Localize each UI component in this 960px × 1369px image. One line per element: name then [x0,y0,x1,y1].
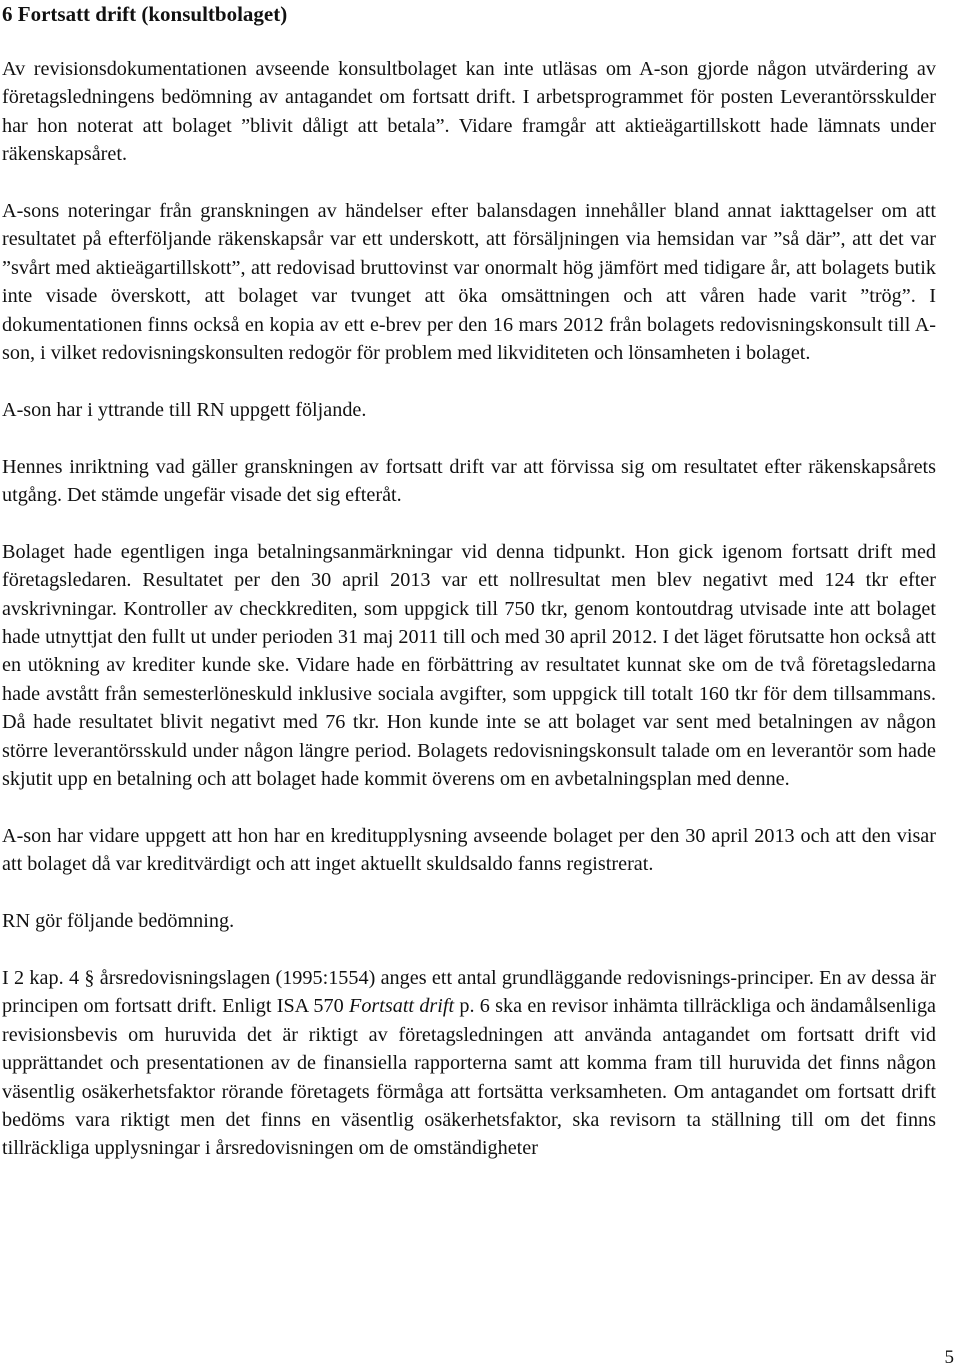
document-body [2,55,936,1163]
paragraph-text: I 2 kap. 4 § årsredovisningslagen (1995:1554) anges ett antal grundläggande redovisnings-principer. En av dessa är principen om fortsatt drift. Enligt ISA 570 [2,966,936,1018]
paragraph: A-son har i yttrande till RN uppgett följande. [2,398,367,421]
paragraph: A-son har vidare uppgett att hon har en kreditupplysning avseende bolaget per den 30 april 2013 och att den visar att bolaget då var kreditvärdigt och att inget aktuellt skuldsaldo fanns registrerat. [2,824,936,876]
paragraph: Hennes inriktning vad gäller granskningen av fortsatt drift var att förvissa sig om resultatet efter räkenskapsårets utgång. Det stämde ungefär visade det sig efteråt. [2,455,936,507]
paragraph: Av revisionsdokumentationen avseende konsultbolaget kan inte utläsas om A-son gjorde någon utvärdering av företagsledningens bedömning av antagandet om fortsatt drift. I arbetsprogrammet för posten Leverantörsskulder har hon noterat att bolaget ”blivit dåligt att betala”. Vidare framgår att aktieägartillskott hade lämnats under räkenskapsåret. [2,58,936,166]
paragraph: Bolaget hade egentligen inga betalningsanmärkningar vid denna tidpunkt. Hon gick igenom fortsatt drift med företagsledaren. Resultatet per den 30 april 2013 var ett nollresultat men blev negativt med 124 tkr efter avskrivningar. Kontroller av checkkrediten, som uppgick till 750 tkr, genom kontoutdrag utvisade inte att bolaget hade utnyttjat den fullt ut under perioden 31 maj 2011 till och med 30 april 2012. I det läget förutsatte hon också att en utökning av krediter kunde ske. Vidare hade en förbättring av resultatet kunnat ske om de två företagsledarna hade avstått från semesterlöneskuld inklusive sociala avgifter, som uppgick till totalt 160 tkr för dem tillsammans. Då hade resultatet blivit negativt med 76 tkr. Hon kunde inte se att bolaget var sent med betalningen av någon större leverantörsskuld under någon längre period. Bolagets redovisningskonsult talade om en leverantör som hade skjutit upp en betalning och att bolaget hade kommit överens om en avbetalningsplan med denne. [2,540,936,791]
section-heading: 6 Fortsatt drift (konsultbolaget) [2,2,288,26]
page-number: 5 [944,1347,954,1368]
standard-title: Fortsatt drift [348,995,455,1018]
paragraph: A-sons noteringar från granskningen av händelser efter balansdagen innehåller bland annat iakttagelser om att resultatet på efterföljande räkenskapsår var ett underskott, att försäljningen via hemsidan var ”så där”, att det var ”svårt med aktieägartillskott”, att redovisad bruttovinst var onormalt hög jämfört med tidigare år, att bolagets butik inte visade överskott, att bolaget var tvunget att öka omsättningen och att våren hade varit ”trög”. I dokumentationen finns också en kopia av ett e-brev per den 16 mars 2012 från bolagets redovisningskonsult till A-son, i vilket redovisningskonsulten redogör för problem med likviditeten och lönsamheten i bolaget. [2,200,936,365]
paragraph-text: p. 6 ska en revisor inhämta tillräckliga och ändamålsenliga revisionsbevis om huruvida det är riktigt av företagsledningen att använda antagandet om fortsatt drift vid upprättandet och presentationen av de finansiella rapporterna samt att komma fram till huruvida det finns någon väsentlig osäkerhetsfaktor rörande företagets förmåga att fortsätta verksamheten. Om antagandet om fortsatt drift bedöms vara riktigt men det finns en väsentlig osäkerhetsfaktor, ska revisorn ta ställning till om det finns tillräckliga upplysningar i årsredovisningen om de omständigheter [2,995,936,1160]
paragraph: RN gör följande bedömning. [2,910,235,933]
paragraph-with-citation [2,964,936,1163]
